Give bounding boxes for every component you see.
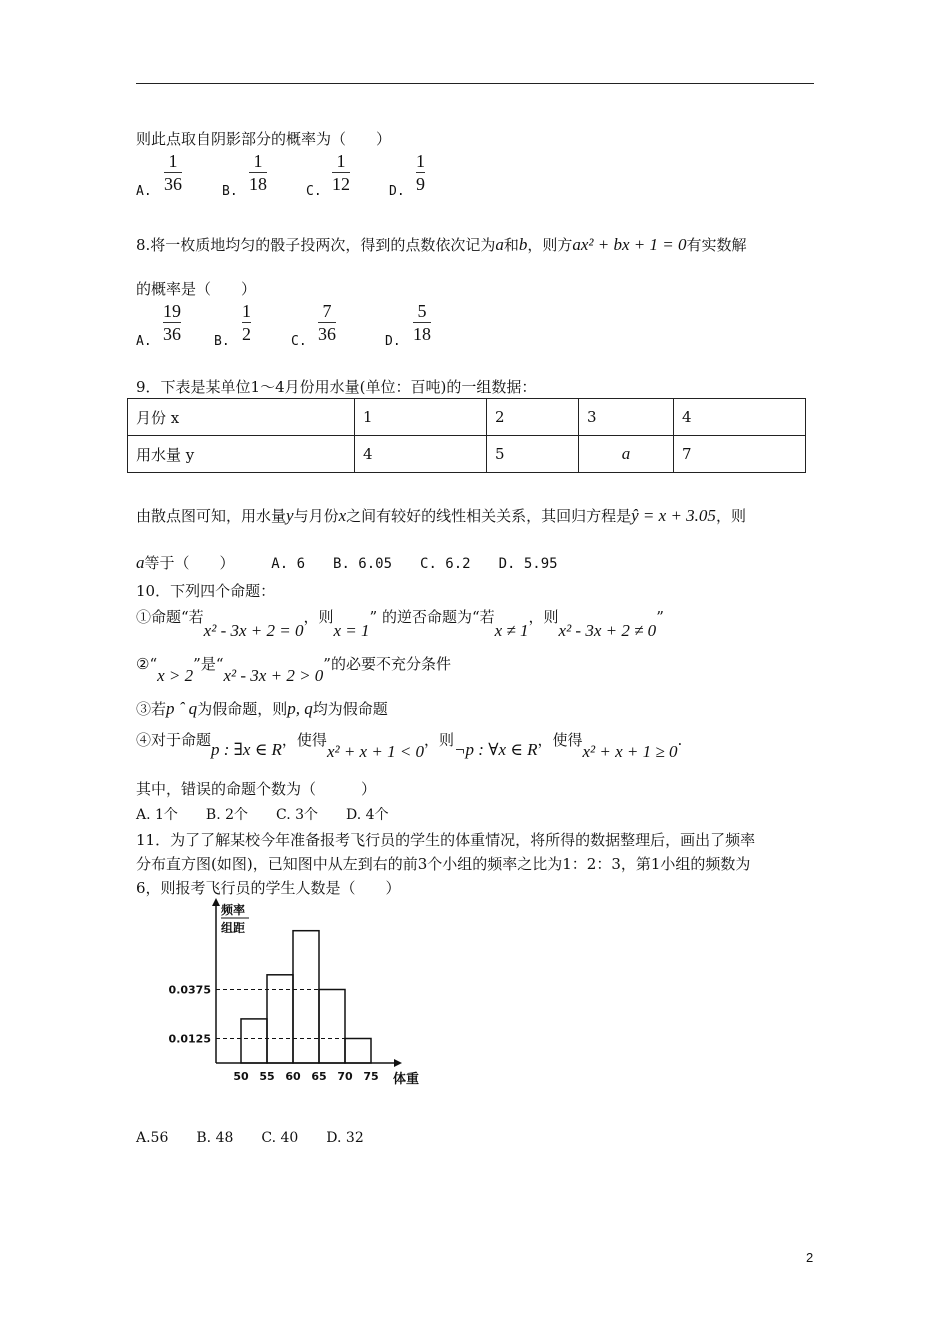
q8-stem-a: 8.将一枚质地均匀的骰子投两次，得到的点数依次记为 [136,236,496,254]
q9-text-c: 之间有较好的线性相关关系，其回归方程是 [346,507,632,525]
table-cell: 4 [355,436,487,473]
q7-option-d-label: D. [389,184,405,199]
q10-p4-c: ，则 [424,731,455,749]
q9-text-e: 等于（ ） [144,554,235,572]
y-tick-label: 0.0125 [168,1032,211,1046]
y-axis-arrow [212,898,220,906]
numerator: 19 [163,301,181,321]
denominator: 36 [164,174,182,194]
q9-text-a: 由散点图可知，用水量 [136,507,287,525]
q10-p3-a: ③若 [136,700,167,718]
table-cell: 7 [674,436,806,473]
denominator: 2 [242,324,251,344]
denominator: 18 [413,324,431,344]
numerator: 1 [253,151,263,171]
numerator: 1 [242,301,251,321]
q9-stem: 9．下表是某单位1～4月份用水量(单位：百吨)的一组数据： [136,378,537,396]
q8-var-b: b [518,235,528,254]
q9-regression: ŷ = x + 3.05 [631,506,716,525]
y-label-bottom: 组距 [221,921,246,935]
q9-answers: A. 6 B. 6.05 C. 6.2 D. 5.95 [271,556,558,572]
q11-line2: 分布直方图(如图)，已知图中从左到右的前3个小组的频率之比为1：2：3，第1小组的频数为 [136,855,751,873]
denominator: 18 [249,174,267,194]
numerator: 7 [322,301,332,321]
x-tick-label: 70 [337,1070,353,1083]
q10-p2-eq2: x² - 3x + 2 > 0 [223,666,324,685]
q10-p4-a: ④对于命题 [136,731,212,749]
q10-p1-c: ” 的逆否命题为“若 [369,608,495,626]
q8-and: 和 [503,236,519,254]
q10-answers: A. 1个 B. 2个 C. 3个 D. 4个 [136,807,389,823]
q10-p4-b: ，使得 [281,731,327,749]
q10-p4-eq4: x² + x + 1 ≥ 0 [582,742,678,761]
q9-var-a: a [136,553,145,572]
q10-p1-d: ，则 [528,608,559,626]
table-header-water: 用水量 y [128,436,355,473]
histogram-group [169,898,419,1087]
q8-option-b-label: B. [214,334,230,349]
q7-stem: 则此点取自阴影部分的概率为（ ） [136,130,392,148]
q10-question: 其中，错误的命题个数为（ ） [136,780,377,798]
q10-p2-a: ②“ [136,655,158,673]
q10-p1-eq3: x ≠ 1 [494,621,529,640]
q10-p3-eq2: p, q [287,699,313,718]
x-axis-arrow [394,1059,402,1067]
q9-var-x: x [338,506,347,525]
x-tick-label: 55 [259,1070,275,1083]
denominator: 9 [416,174,425,194]
table-cell: 5 [487,436,579,473]
q8-stem-c: 有实数解 [686,236,747,254]
q10-p1-eq2: x = 1 [333,621,370,640]
q9-text-d: ，则 [715,507,746,525]
q10-p1-e: ” [656,608,664,626]
q8-option-a-label: A. [136,334,152,349]
q11-line1: 11．为了了解某校今年准备报考飞行员的学生的体重情况，将所得的数据整理后，画出了频率 [136,831,756,849]
q10-p4-eq3: ¬p : ∀x ∈ R [454,740,538,759]
q10-p2-eq1: x > 2 [157,666,194,685]
numerator: 1 [168,151,178,171]
q7-option-c-label: C. [306,184,322,199]
q10-p3-b: 为假命题，则 [197,700,288,718]
q10-p1-eq1: x² - 3x + 2 = 0 [203,621,304,640]
q10-p1-a: ①命题“若 [136,608,204,626]
x-tick-label: 60 [285,1070,301,1083]
q8-equation: ax² + bx + 1 = 0 [572,235,687,254]
q9-var-y: y [286,506,294,525]
q8-stem-b: ，则方 [527,236,573,254]
q10-p4-eq2: x² + x + 1 < 0 [326,742,425,761]
x-tick-label: 75 [363,1070,379,1083]
q10-stem: 10．下列四个命题： [136,582,276,600]
table-cell: a [579,436,674,473]
x-tick-label: 65 [311,1070,327,1083]
numerator: 1 [336,151,346,171]
q10-p2-c: ”的必要不充分条件 [323,655,451,673]
q10-p3-eq1: p ˆ q [166,699,198,718]
histogram-bar [319,990,345,1064]
q8-option-c-label: C. [291,334,307,349]
y-tick-label: 0.0375 [168,983,211,997]
table-cell: 3 [579,399,674,436]
q10-p1-eq4: x² - 3x + 2 ≠ 0 [558,621,657,640]
q10-p4-d: ，使得 [537,731,583,749]
q11-answers: A.56 B. 48 C. 40 D. 32 [136,1130,364,1146]
q8-option-d-label: D. [385,334,401,349]
table-cell: 1 [355,399,487,436]
q10-p4-eq1: p : ∃x ∈ R [211,740,282,759]
numerator: 5 [417,301,427,321]
table-cell: 4 [674,399,806,436]
x-tick-label: 50 [233,1070,249,1083]
denominator: 12 [332,174,350,194]
histogram-bar [267,975,293,1063]
histogram-bar [293,931,319,1063]
x-axis-label: 体重 [393,1072,420,1087]
denominator: 36 [163,324,181,344]
histogram-bar [241,1019,267,1063]
q10-p2-b: ”是“ [193,655,224,673]
histogram-bar [345,1039,371,1064]
q10-p1-b: ，则 [303,608,334,626]
q8-line2: 的概率是（ ） [136,280,257,298]
q10-p4-e: . [677,731,683,749]
numerator: 1 [416,151,425,171]
q11-line3: 6，则报考飞行员的学生人数是（ ） [136,879,401,897]
q7-option-a-label: A. [136,184,152,199]
q8-var-a: a [495,235,504,254]
q9-text-b: 与月份 [293,507,339,525]
y-label-top: 频率 [221,903,246,917]
table-header-month: 月份 x [128,399,355,436]
q7-option-b-label: B. [222,184,238,199]
page-number: 2 [806,1250,814,1265]
table-cell: 2 [487,399,579,436]
q10-p3-c: 均为假命题 [312,700,388,718]
denominator: 36 [318,324,336,344]
